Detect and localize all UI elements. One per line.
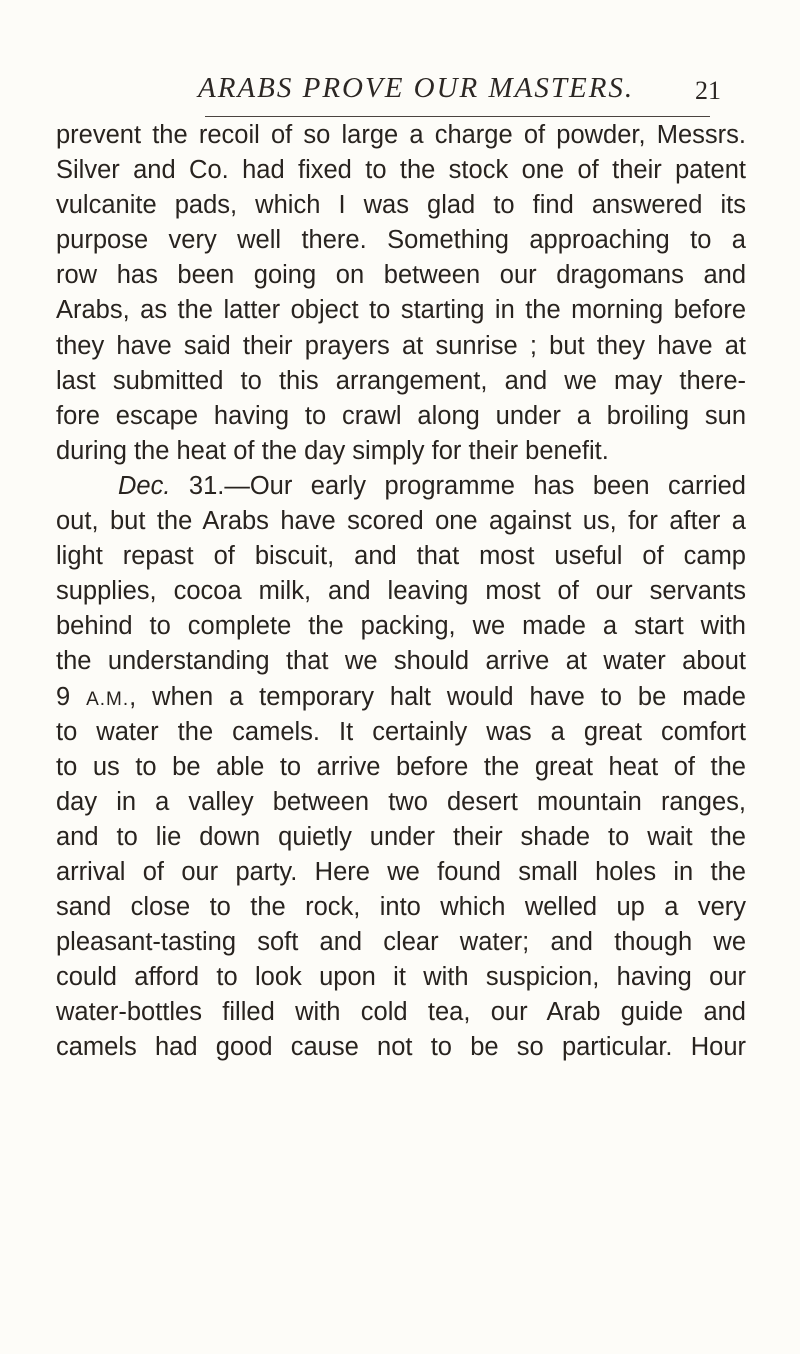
header-rule bbox=[205, 116, 710, 117]
text-line: light repast of biscuit, and that most useful of camp bbox=[56, 542, 746, 571]
text-line: sand close to the rock, into which welled up a very bbox=[56, 893, 746, 922]
text-line: during the heat of the day simply for their benefit. bbox=[56, 436, 609, 465]
text-line: vulcanite pads, which I was glad to find answered its bbox=[56, 191, 746, 220]
time-meridiem: A.M. bbox=[86, 688, 130, 710]
text-line: day in a valley between two desert mountain ranges, bbox=[56, 787, 746, 816]
text-line: and to lie down quietly under their shade to wait the bbox=[56, 822, 746, 851]
text-line: Arabs, as the latter object to starting in the morning before bbox=[56, 296, 746, 325]
running-head bbox=[0, 72, 800, 112]
text-line: to water the camels. It certainly was a great comfort bbox=[56, 717, 746, 746]
body-text bbox=[56, 118, 746, 1066]
text-line: to us to be able to arrive before the great heat of the bbox=[56, 752, 746, 781]
text-line-time bbox=[56, 680, 746, 715]
text-line: Silver and Co. had fixed to the stock one of their patent bbox=[56, 156, 746, 185]
text-line: supplies, cocoa milk, and leaving most of our servants bbox=[56, 577, 746, 606]
text-line: behind to complete the packing, we made a start with bbox=[56, 612, 746, 641]
text-line: fore escape having to crawl along under a broiling sun bbox=[56, 401, 746, 430]
page-number: 21 bbox=[695, 76, 721, 105]
text-line: could afford to look upon it with suspicion, having our bbox=[56, 963, 746, 992]
text-line-dated bbox=[56, 469, 746, 504]
running-title: ARABS PROVE OUR MASTERS. bbox=[198, 72, 635, 104]
text-line: the understanding that we should arrive at water about bbox=[56, 647, 746, 676]
text-line: purpose very well there. Something approaching to a bbox=[56, 226, 746, 255]
text-line: they have said their prayers at sunrise ; but they have at bbox=[56, 331, 746, 360]
text-line: arrival of our party. Here we found small holes in the bbox=[56, 857, 746, 886]
text-line: camels had good cause not to be so particular. Hour bbox=[56, 1033, 746, 1062]
text-line: row has been going on between our dragomans and bbox=[56, 261, 746, 290]
time-number: 9 bbox=[56, 682, 87, 711]
entry-date: Dec. bbox=[118, 471, 171, 500]
text-line: out, but the Arabs have scored one against us, for after a bbox=[56, 507, 746, 536]
entry-text: 31.—Our early programme has been carried bbox=[170, 471, 746, 500]
text-line: prevent the recoil of so large a charge of powder, Messrs. bbox=[56, 121, 746, 149]
time-rest: , when a temporary halt would have to be made bbox=[129, 682, 746, 711]
text-line: pleasant-tasting soft and clear water; and though we bbox=[56, 928, 746, 957]
text-line: water-bottles filled with cold tea, our Arab guide and bbox=[56, 998, 746, 1027]
text-line: last submitted to this arrangement, and we may there- bbox=[56, 366, 746, 395]
